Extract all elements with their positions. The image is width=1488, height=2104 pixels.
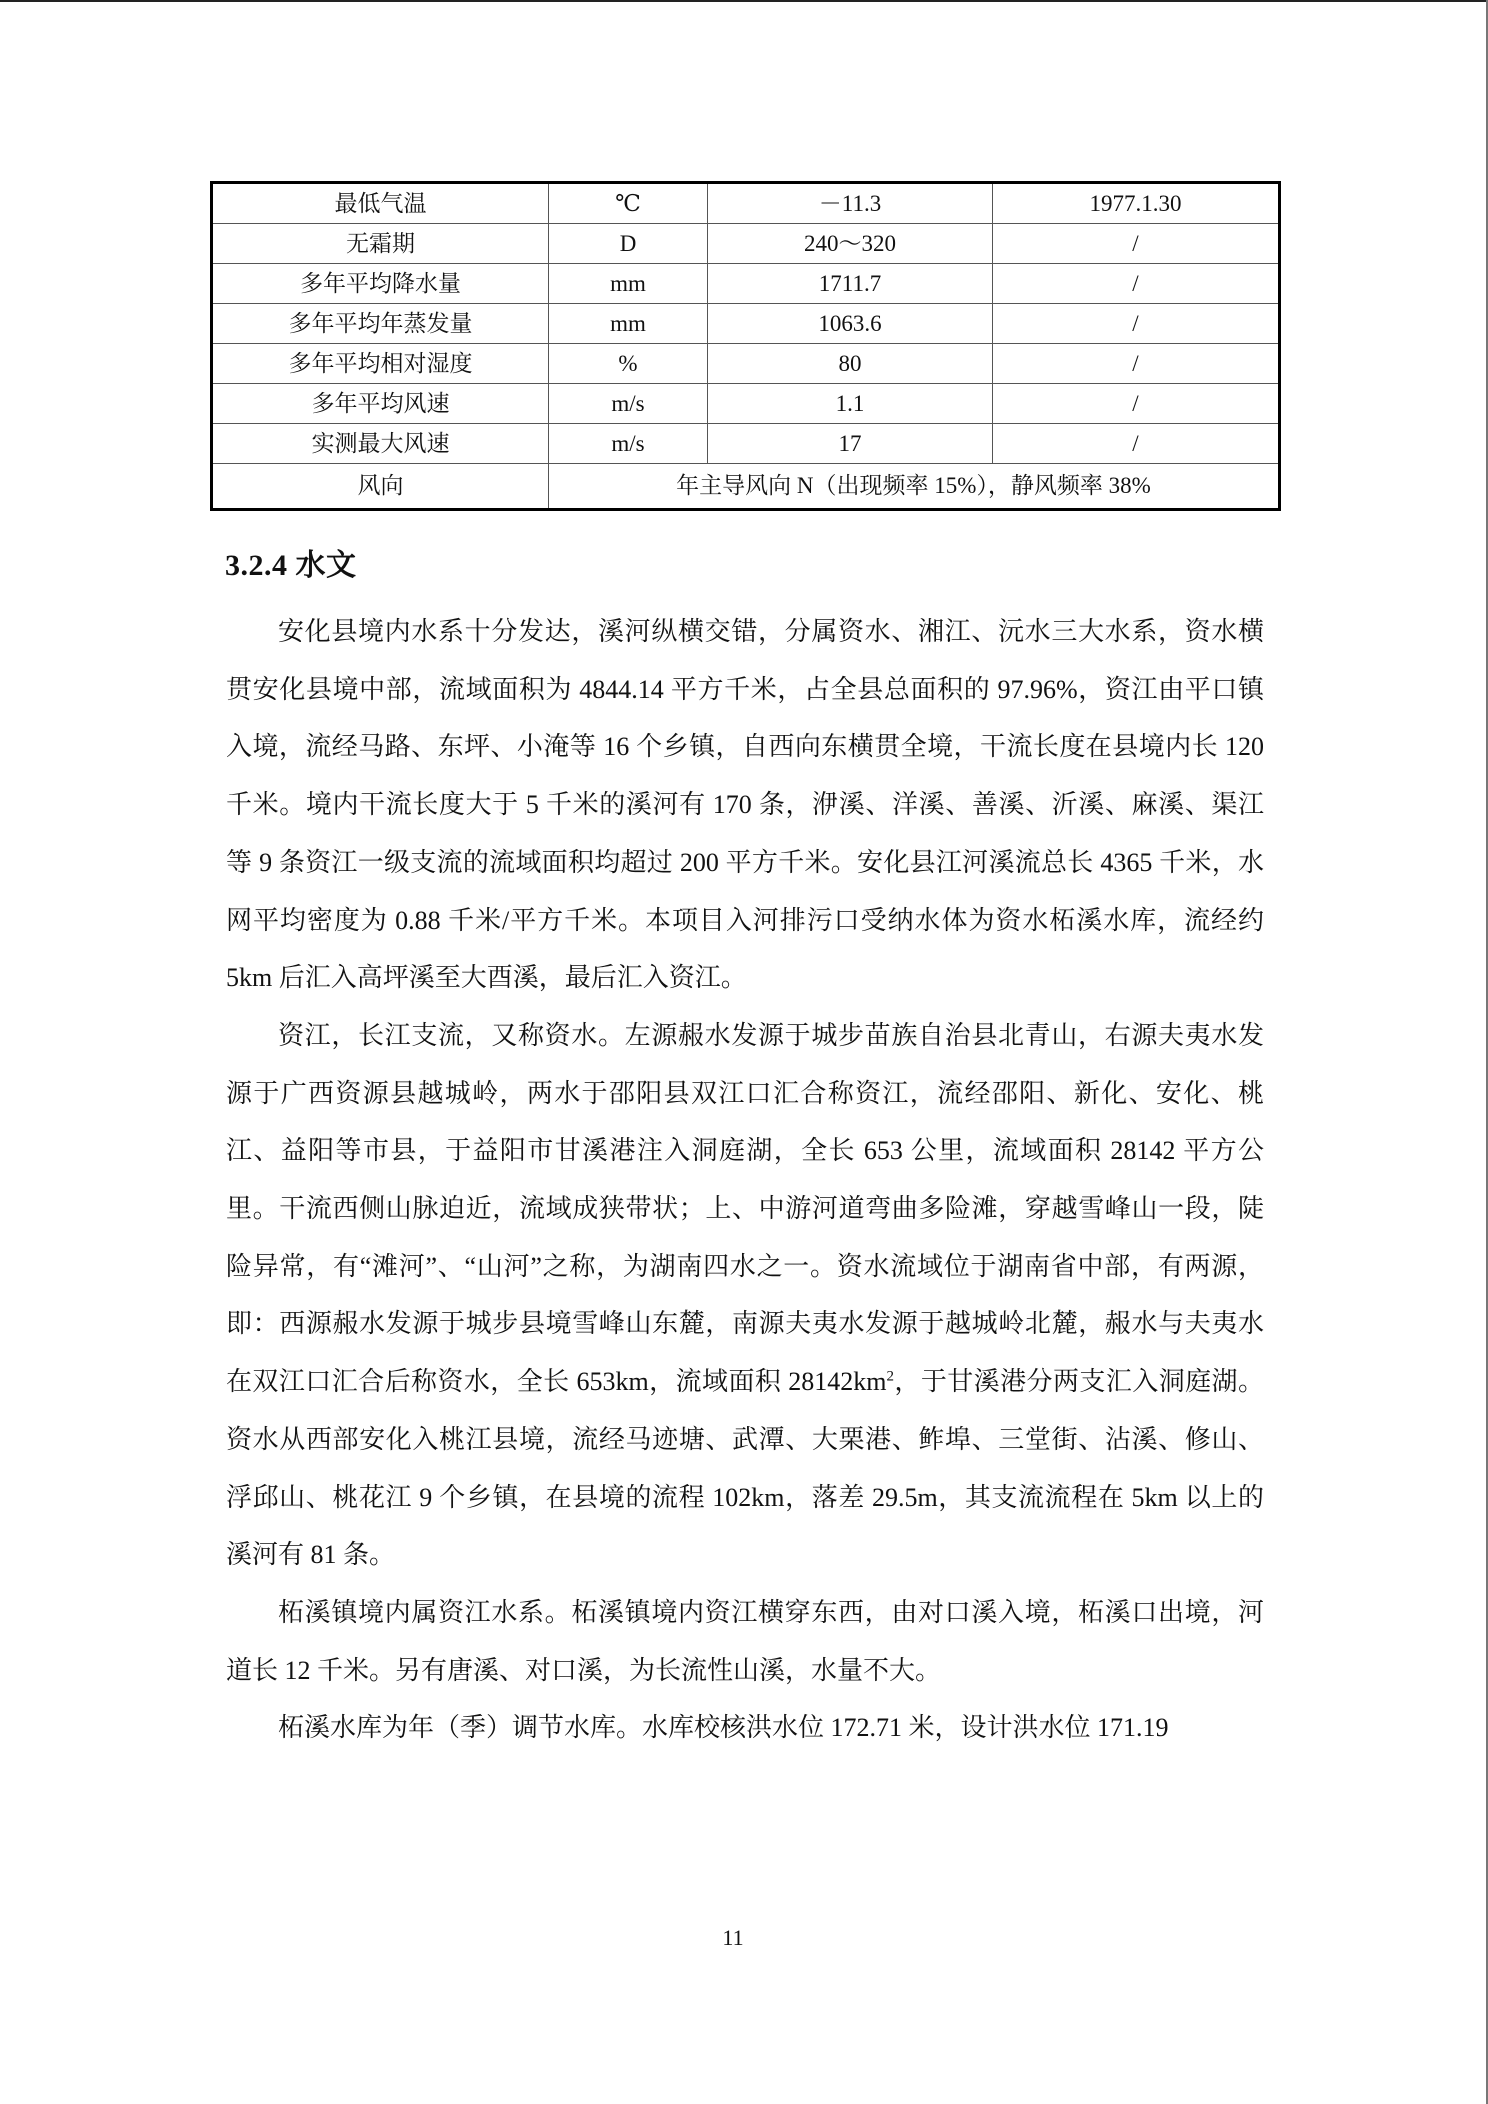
item-cell: 最低气温 xyxy=(212,183,549,224)
section-heading: 3.2.4 水文 xyxy=(225,549,357,582)
table-row xyxy=(212,344,1280,384)
unit-cell: ℃ xyxy=(549,183,708,224)
value-cell: 1.1 xyxy=(708,384,993,424)
value-cell: 17 xyxy=(708,424,993,464)
climate-table xyxy=(210,181,1281,511)
note-cell: / xyxy=(993,264,1280,304)
table-row xyxy=(212,264,1280,304)
item-cell: 多年平均年蒸发量 xyxy=(212,304,549,344)
table-row xyxy=(212,224,1280,264)
note-cell: / xyxy=(993,304,1280,344)
item-cell: 风向 xyxy=(212,464,549,510)
note-cell: / xyxy=(993,224,1280,264)
value-cell: 80 xyxy=(708,344,993,384)
item-cell: 无霜期 xyxy=(212,224,549,264)
unit-cell: m/s xyxy=(549,424,708,464)
table-row xyxy=(212,183,1280,224)
note-cell: / xyxy=(993,424,1280,464)
item-cell: 多年平均风速 xyxy=(212,384,549,424)
unit-cell: % xyxy=(549,344,708,384)
unit-cell: mm xyxy=(549,264,708,304)
page-number: 11 xyxy=(722,1925,744,1950)
value-cell: 240～320 xyxy=(708,224,993,264)
paragraph: 柘溪水库为年（季）调节水库。水库校核洪水位 172.71 米，设计洪水位 171.19 xyxy=(278,1713,1169,1743)
section-body xyxy=(226,603,1264,1757)
note-cell: / xyxy=(993,344,1280,384)
paragraph: 安化县境内水系十分发达，溪河纵横交错，分属资水、湘江、沅水三大水系，资水横贯安化县境中部，流域面积为 4844.14 平方千米，占全县总面积的 97.96%，资江由平口镇入境，流经马路、东坪、小淹等 16 个乡镇，自西向东横贯全境，干流长度在县境内长 120 千米。境内干流长度大于 5 千米的溪河有 170 条，洢溪、洋溪、善溪、沂溪、麻溪、渠江等 9 条资江一级支流的流域面积均超过 200 平方千米。安化县江河溪流总长 4365 千米，水网平均密度为 0.88 千米/平方千米。本项目入河排污口受纳水体为资水柘溪水库，流经约 5km 后汇入高坪溪至大酉溪，最后汇入资江。 xyxy=(226,617,1264,993)
note-cell: / xyxy=(993,384,1280,424)
note-cell: 1977.1.30 xyxy=(993,183,1280,224)
unit-cell: mm xyxy=(549,304,708,344)
table-row xyxy=(212,304,1280,344)
item-cell: 实测最大风速 xyxy=(212,424,549,464)
value-cell: 1063.6 xyxy=(708,304,993,344)
page-border-top xyxy=(0,0,1488,2)
item-cell: 多年平均降水量 xyxy=(212,264,549,304)
value-cell: －11.3 xyxy=(708,183,993,224)
paragraph-text: 资江，长江支流，又称资水。左源赧水发源于城步苗族自治县北青山，右源夫夷水发源于广西资源县越城岭，两水于邵阳县双江口汇合称资江，流经邵阳、新化、安化、桃江、益阳等市县，于益阳市甘溪港注入洞庭湖，全长 653 公里，流域面积 28142 平方公里。干流西侧山脉迫近，流域成狭带状；上、中游河道弯曲多险滩，穿越雪峰山一段，陡险异常，有“滩河”、“山河”之称，为湖南四水之一。资水流域位于湖南省中部，有两源，即：西源赧水发源于城步县境雪峰山东麓，南源夫夷水发源于越城岭北麓，赧水与夫夷水在双江口汇合后称资水，全长 653km，流域面积 28142km xyxy=(226,1020,1264,1397)
superscript: 2 xyxy=(886,1368,894,1385)
paragraph: 柘溪镇境内属资江水系。柘溪镇境内资江横穿东西，由对口溪入境，柘溪口出境，河道长 12 千米。另有唐溪、对口溪，为长流性山溪，水量不大。 xyxy=(226,1597,1264,1685)
merged-value-cell: 年主导风向 N（出现频率 15%），静风频率 38% xyxy=(549,464,1280,510)
table-row-wind-direction xyxy=(212,464,1280,510)
paragraph xyxy=(226,1007,1264,1584)
table-row xyxy=(212,424,1280,464)
paragraph-text: ，于甘溪港分两支汇入洞庭湖。资水从西部安化入桃江县境，流经马迹塘、武潭、大栗港、鲊埠、三堂街、沾溪、修山、浮邱山、桃花江 9 个乡镇，在县境的流程 102km，落差 29.5m，其支流流程在 5km 以上的溪河有 81 条。 xyxy=(226,1367,1264,1570)
table-row xyxy=(212,384,1280,424)
value-cell: 1711.7 xyxy=(708,264,993,304)
unit-cell: D xyxy=(549,224,708,264)
unit-cell: m/s xyxy=(549,384,708,424)
item-cell: 多年平均相对湿度 xyxy=(212,344,549,384)
